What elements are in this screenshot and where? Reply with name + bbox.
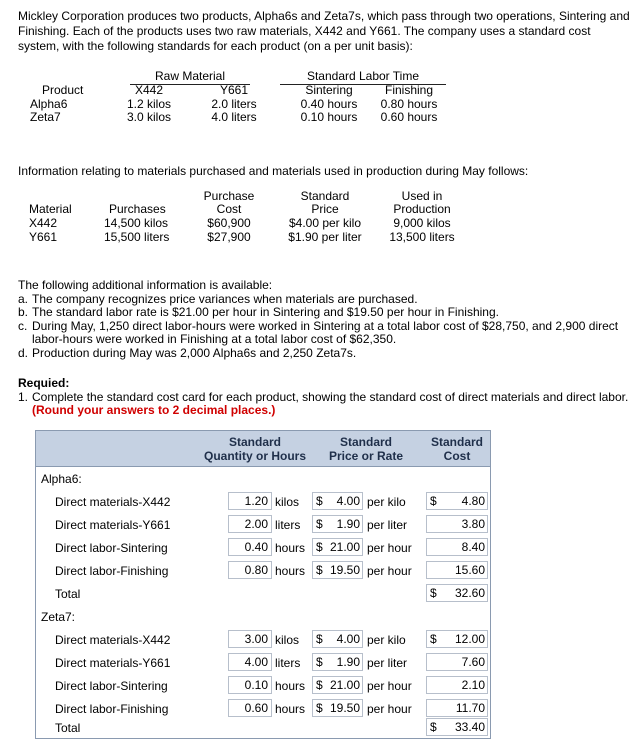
required-heading: Requied: <box>18 376 70 390</box>
total-row <box>36 582 490 605</box>
std-row-sintering: 0.10 hours <box>300 110 358 124</box>
additional-item <box>18 306 630 320</box>
qty-unit: liters <box>275 518 301 532</box>
std-row-product: Zeta7 <box>30 110 61 124</box>
additional-item <box>18 347 630 361</box>
total-row <box>36 716 490 739</box>
cost-value: 7.60 <box>461 655 485 669</box>
cost-value: 2.10 <box>461 678 485 692</box>
header-std-cost-line1: Standard <box>430 435 483 449</box>
cost-value: 4.80 <box>461 494 485 508</box>
item-label: c. <box>18 318 28 333</box>
alpha-label: Alpha6: <box>41 472 82 486</box>
mat-row-price: $4.00 per kilo <box>288 216 362 230</box>
additional-item <box>18 293 630 307</box>
col-purchase-cost-2: Cost <box>216 202 242 216</box>
cost-input[interactable] <box>426 492 488 510</box>
row-label: Direct materials-X442 <box>55 495 171 509</box>
header-std-quantity <box>198 435 312 463</box>
std-row-x442: 3.0 kilos <box>126 110 172 124</box>
qty-input[interactable]: 4.00 <box>228 653 272 671</box>
price-value: 19.50 <box>329 701 360 715</box>
std-row-y661: 2.0 liters <box>211 97 257 111</box>
col-x442: X442 <box>134 83 164 97</box>
mat-row-used: 13,500 liters <box>389 230 455 244</box>
answer-table-header <box>36 431 490 467</box>
labor-time-group-header: Standard Labor Time <box>280 70 446 85</box>
cost-input[interactable] <box>426 676 488 694</box>
required-section <box>18 377 630 418</box>
item-label: b. <box>18 305 29 319</box>
qty-input[interactable]: 1.20 <box>228 492 272 510</box>
dollar-sign: $ <box>316 517 323 531</box>
price-input[interactable] <box>312 515 363 533</box>
qty-input[interactable]: 0.40 <box>228 538 272 556</box>
row-label: Direct materials-Y661 <box>55 656 171 670</box>
price-input[interactable] <box>312 630 363 648</box>
price-unit: per hour <box>367 564 412 578</box>
std-row-x442: 1.2 kilos <box>126 97 172 111</box>
qty-input[interactable]: 0.80 <box>228 561 272 579</box>
col-standard-price-1: Standard <box>300 189 350 203</box>
qty-unit: hours <box>275 541 306 555</box>
question-number: 1. <box>18 389 29 404</box>
item-text: Production during May was 2,000 Alpha6s and 2,250 Zeta7s. <box>32 345 357 360</box>
price-value: 1.90 <box>336 655 360 669</box>
qty-unit: kilos <box>275 633 300 647</box>
dollar-sign: $ <box>316 540 323 554</box>
table-row <box>36 513 490 536</box>
qty-unit: liters <box>275 656 301 670</box>
cost-input[interactable] <box>426 653 488 671</box>
total-cost-input[interactable] <box>426 584 488 602</box>
total-value: 33.40 <box>454 720 485 734</box>
table-row <box>36 674 490 697</box>
cost-value: 15.60 <box>454 563 485 577</box>
row-label: Direct labor-Sintering <box>55 541 168 555</box>
total-label: Total <box>55 721 81 735</box>
price-value: 4.00 <box>336 494 360 508</box>
cost-input[interactable] <box>426 561 488 579</box>
price-unit: per hour <box>367 702 412 716</box>
price-unit: per kilo <box>367 633 406 647</box>
dollar-sign: $ <box>316 494 323 508</box>
header-std-price-line2: Price or Rate <box>328 449 404 463</box>
header-std-quantity-line2: Quantity or Hours <box>203 449 306 463</box>
cost-value: 12.00 <box>454 632 485 646</box>
price-input[interactable] <box>312 653 363 671</box>
col-used-2: Production <box>393 202 451 216</box>
dollar-sign: $ <box>316 655 323 669</box>
total-label: Total <box>55 587 81 601</box>
dollar-sign: $ <box>316 678 323 692</box>
row-label: Direct labor-Finishing <box>55 564 169 578</box>
dollar-sign: $ <box>430 494 437 508</box>
standard-cost-card-table <box>35 430 491 739</box>
col-finishing: Finishing <box>384 83 434 97</box>
price-value: 1.90 <box>336 517 360 531</box>
mat-row-price: $1.90 per liter <box>288 230 362 244</box>
cost-input[interactable] <box>426 630 488 648</box>
mat-row-cost: $60,900 <box>207 216 251 230</box>
item-text: The standard labor rate is $21.00 per hour in Sintering and $19.50 per hour in Finishing. <box>32 305 499 319</box>
row-label: Direct labor-Sintering <box>55 679 168 693</box>
std-row-product: Alpha6 <box>30 97 68 111</box>
mat-row-used: 9,000 kilos <box>393 216 451 230</box>
qty-unit: hours <box>275 702 306 716</box>
info-text: Information relating to materials purchased and materials used in production during May follows: <box>18 164 529 178</box>
price-unit: per hour <box>367 679 412 693</box>
col-product: Product <box>42 83 84 97</box>
std-row-y661: 4.0 liters <box>211 110 257 124</box>
table-row <box>36 536 490 559</box>
header-std-cost <box>426 435 488 463</box>
total-value: 32.60 <box>454 586 485 600</box>
rounding-note: (Round your answers to 2 decimal places.) <box>32 403 276 417</box>
std-row-finishing: 0.80 hours <box>380 97 438 111</box>
price-input[interactable] <box>312 699 363 717</box>
dollar-sign: $ <box>430 720 437 734</box>
header-std-cost-line2: Cost <box>443 449 471 463</box>
mat-row-material: X442 <box>29 216 58 230</box>
dollar-sign: $ <box>316 701 323 715</box>
item-text: The company recognizes price variances when materials are purchased. <box>32 291 418 306</box>
col-y661: Y661 <box>219 83 249 97</box>
price-value: 21.00 <box>329 678 360 692</box>
dollar-sign: $ <box>430 586 437 600</box>
header-std-price <box>318 435 414 463</box>
price-input[interactable] <box>312 538 363 556</box>
table-row <box>36 490 490 513</box>
item-label: a. <box>18 291 29 306</box>
price-input[interactable] <box>312 561 363 579</box>
dollar-sign: $ <box>316 632 323 646</box>
dollar-sign: $ <box>430 632 437 646</box>
std-row-sintering: 0.40 hours <box>300 97 358 111</box>
col-material: Material <box>29 202 72 216</box>
price-unit: per kilo <box>367 495 406 509</box>
price-value: 19.50 <box>329 563 360 577</box>
qty-unit: hours <box>275 564 306 578</box>
total-cost-input[interactable] <box>426 718 488 736</box>
price-value: 21.00 <box>329 540 360 554</box>
row-label: Direct materials-X442 <box>55 633 171 647</box>
additional-heading: The following additional information is available: <box>18 278 273 292</box>
row-label: Direct labor-Finishing <box>55 702 169 716</box>
item-label: d. <box>18 345 29 360</box>
cost-value: 11.70 <box>455 701 485 715</box>
table-row <box>36 559 490 582</box>
raw-material-group-header: Raw Material <box>130 70 250 85</box>
cost-input[interactable] <box>426 538 488 556</box>
item-text: During May, 1,250 direct labor-hours were worked in Sintering at a total labor cost of $28,750, and 2,900 direct labor-hours were worked in Finishing at a total labor cost of $62,350. <box>32 318 619 346</box>
mat-row-purchases: 15,500 liters <box>104 230 170 244</box>
price-unit: per hour <box>367 541 412 555</box>
price-input[interactable] <box>312 676 363 694</box>
additional-info <box>18 279 630 360</box>
additional-item <box>18 320 630 347</box>
mat-row-purchases: 14,500 kilos <box>104 216 169 230</box>
required-question <box>18 391 630 418</box>
cost-input[interactable] <box>426 699 488 717</box>
qty-input[interactable]: 0.10 <box>228 676 272 694</box>
zeta-label: Zeta7: <box>41 610 76 624</box>
price-unit: per liter <box>367 518 408 532</box>
price-value: 4.00 <box>336 632 360 646</box>
qty-unit: kilos <box>275 495 300 509</box>
price-unit: per liter <box>367 656 408 670</box>
table-row <box>36 651 490 674</box>
col-purchase-cost-1: Purchase <box>203 189 255 203</box>
qty-input[interactable]: 2.00 <box>228 515 272 533</box>
qty-input[interactable]: 3.00 <box>228 630 272 648</box>
cost-value: 8.40 <box>461 540 485 554</box>
cost-value: 3.80 <box>461 517 485 531</box>
question-text: Complete the standard cost card for each product, showing the standard cost of direct materials and direct labor. <box>32 389 629 404</box>
mat-row-material: Y661 <box>29 230 58 244</box>
alpha-section-row <box>36 467 490 490</box>
std-row-finishing: 0.60 hours <box>380 110 438 124</box>
header-std-quantity-line1: Standard <box>228 435 281 449</box>
mat-row-cost: $27,900 <box>207 230 251 244</box>
intro-paragraph: Mickley Corporation produces two products, Alpha6s and Zeta7s, which pass through two operations, Sintering and Finishing. Each of the products uses two raw materials, X442 and Y661. The company uses a standard cost system, with the following standards for each product (on a per unit basis): <box>18 9 630 53</box>
col-sintering: Sintering <box>305 83 353 97</box>
row-label: Direct materials-Y661 <box>55 518 171 532</box>
price-input[interactable] <box>312 492 363 510</box>
qty-unit: hours <box>275 679 306 693</box>
dollar-sign: $ <box>316 563 323 577</box>
col-standard-price-2: Price <box>311 202 339 216</box>
cost-input[interactable] <box>426 515 488 533</box>
col-used-1: Used in <box>401 189 443 203</box>
col-purchases: Purchases <box>109 202 166 216</box>
qty-input[interactable]: 0.60 <box>228 699 272 717</box>
table-row <box>36 628 490 651</box>
header-std-price-line1: Standard <box>339 435 392 449</box>
zeta-section-row <box>36 605 490 628</box>
